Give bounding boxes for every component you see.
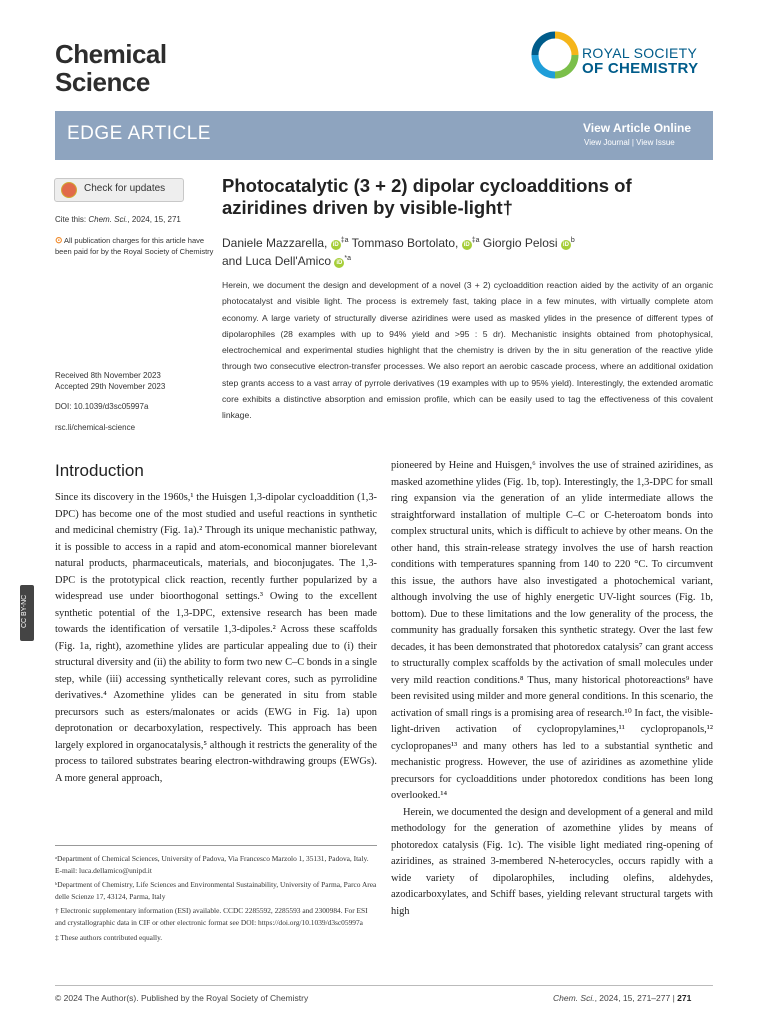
body-paragraph: pioneered by Heine and Huisgen,⁶ involves the use of strained aziridines, as masked azomethine ylides (Fig. 1b, top). Interestingly, the 1,3-DPC for small ring expansion via the generation of an ylide intermediate allows the straightforward installation of multiple C–C or C-heteroatom bonds into complex structural units, which is difficult to achieve by other means. On the other hand, this strain-release strategy involves the use of harsh reaction conditions with temperatures spanning from 140 to 220 °C. To circumvent this issue, the authors have also investigated a photochemical variant, although involving the use of highly energetic UV-light sources (Fig. 1b, bottom). Due to these limitations and the low generality of the process, the community has gradually forsaken this synthetic strategy. Over the last few decades, it has been demonstrated that photoredox catalysis⁷ can grant access to structurally complex scaffolds by the activation of small molecules under very mild reaction conditions.⁸ Thus, many historical photoreactions⁹ have been revisited using milder and more general conditions. In this scenario, the activation of small rings is a promising area of research.¹⁰ In fact, the visible-light-driven activation of cyclopropylamines,¹¹ cyclopropanols,¹² cyclopropanes¹³ and many others has led to a substantial synthetic and mechanistic progress. However, the use of aziridines as azomethine ylide precursors for cycloadditions under photoredox conditions has been long overlooked.¹⁴ (391, 460, 713, 801)
article-type-label: EDGE ARTICLE (67, 123, 211, 144)
cite-details: , 2024, 15, 271 (127, 215, 181, 224)
view-article-online-link[interactable]: View Article Online (583, 121, 692, 135)
footer-journal: Chem. Sci. (553, 993, 595, 1003)
open-access-icon: ⊙ (55, 235, 63, 245)
author-name[interactable]: Giorgio Pelosi (482, 236, 558, 250)
cite-label: Cite this: (55, 215, 87, 224)
author-affiliation: *a (344, 255, 351, 262)
journal-title (55, 40, 167, 96)
publisher-name-line1: ROYAL SOCIETY (582, 45, 698, 61)
footer-divider (55, 985, 713, 986)
body-paragraph: Herein, we documented the design and development of a general and mild methodology for the generation of azomethine ylides by means of photoredox catalysis (Fig. 1c). The visible light mediated ring-opening of aziridines, as strained 3-membered N-heterocycles, occurs rapidly with a wide variety of dipolarophiles, including olefins, aldehydes, azodicarboxylates, and Schiff bases, yielding relevant structural targets with high (391, 806, 713, 917)
doi[interactable]: DOI: 10.1039/d3sc05997a (55, 402, 149, 411)
accepted-date: Accepted 29th November 2023 (55, 382, 166, 391)
page-number: 271 (677, 993, 692, 1003)
footnote: ᵃDepartment of Chemical Sciences, University of Padova, Via Francesco Marzolo 1, 35131, Padova, Italy. E-mail: luca.dellamico@unipd.it (55, 854, 369, 875)
body-paragraph: Since its discovery in the 1960s,¹ the Huisgen 1,3-dipolar cycloaddition (1,3-DPC) has become one of the most studied and useful reactions in synthetic and medicinal chemistry (Fig. 1a).² Through its unique mechanistic pathway, it is possible to access in a rapid and atom-economical manner biorelevant natural products, pharmaceuticals, materials, and bioconjugates. The 1,3-DPC is the prototypical click reaction, recently further popularized by a widespread use under bioorthogonal settings.³ Owing to the excellent synthetic potential of the 1,3-DPC, extensive research has been made towards the identification of versatile 1,3-dipoles.² Across these scaffolds (Fig. 1a, right), azomethine ylides are particular appealing due to (i) their structural diversity and (ii) the ability to form two new C–C bonds in a single step, while (iii) accessing synthetically relevant cores, such as pyrrolidine derivatives.⁴ Azomethine ylides can be generated in situ from stable precursors such as esters/malonates or acids (EWG in Fig. 1a) upon deprotonation or decarboxylation, respectively. This approach has been largely explored in organocatalysis,⁵ although it restricts the generality of the process to tailored substrates bearing electron-withdrawing groups (EWGs). A more general approach, (55, 492, 377, 784)
view-journal-issue-links[interactable]: View Journal | View Issue (584, 138, 675, 147)
orcid-icon[interactable]: iD (332, 242, 339, 248)
footnote-divider (55, 845, 377, 846)
footnote: ᵇDepartment of Chemistry, Life Sciences and Environmental Sustainability, University of Parma, Parco Area delle Scienze 17, 43124, Parma, Italy (55, 880, 377, 901)
journal-site-link[interactable]: rsc.li/chemical-science (55, 423, 136, 432)
abstract: Herein, we document the design and development of a novel (3 + 2) cycloaddition reaction aided by the activity of an organic photocatalyst and visible light. The process is extremely fast, taking place in a few minutes, with virtually complete atom economy. A large variety of structurally diverse aziridines were used as masked ylides in the presence of different types of dipolarophiles (28 examples with up to 94% yield and >95 : 5 dr). Mechanistic insights obtained from photophysical, electrochemical and experimental studies highlight that the chemistry is driven by the in situ generation of the reactive ylide through two consecutive electron-transfer processes. We also report an aerobic cascade process, where an additional oxidation step grants access to a vast array of pyrrole derivatives (19 examples with up to 95% yield). Interestingly, the extended aromatic core exhibits a distinctive absorption and emission profile, which can be easily used to tag the effectiveness of this covalent linkage. (222, 280, 713, 421)
author-name[interactable]: and Luca Dell'Amico (222, 254, 332, 268)
author-name[interactable]: Tommaso Bortolato, (351, 236, 459, 250)
body-column-left (55, 490, 377, 787)
footer-copyright: © 2024 The Author(s). Published by the Royal Society of Chemistry (55, 993, 309, 1003)
publisher-name-line2: OF CHEMISTRY (582, 60, 699, 77)
orcid-icon[interactable]: iD (463, 242, 470, 248)
article-title: Photocatalytic (3 + 2) dipolar cycloadditions of aziridines driven by visible-light† (222, 175, 632, 218)
author-affiliation: ‡a (471, 237, 480, 244)
received-date: Received 8th November 2023 (55, 371, 161, 380)
journal-title-line2: Science (55, 67, 150, 97)
citation (55, 215, 181, 224)
check-updates-icon (61, 182, 77, 198)
footer-citation (553, 993, 691, 1003)
footnotes (55, 853, 377, 946)
rsc-logo-icon (530, 30, 580, 80)
author-name[interactable]: Daniele Mazzarella, (222, 236, 328, 250)
orcid-icon[interactable]: iD (562, 242, 569, 248)
article-dates (55, 370, 165, 392)
author-affiliation: ‡a (340, 237, 349, 244)
journal-title-line1: Chemical (55, 39, 167, 69)
footnote: ‡ These authors contributed equally. (55, 932, 163, 942)
cite-journal: Chem. Sci. (88, 215, 128, 224)
cc-license-text: CC BY-NC (21, 594, 28, 628)
orcid-icon[interactable]: iD (336, 260, 343, 266)
body-column-right (391, 458, 713, 920)
open-access-note: All publication charges for this article have been paid for by the Royal Society of Chemistry (55, 236, 214, 256)
footer-details: , 2024, 15, 271–277 | (594, 993, 675, 1003)
author-list (222, 233, 712, 269)
section-heading-introduction: Introduction (55, 461, 144, 480)
author-affiliation: b (570, 237, 575, 244)
check-updates-label: Check for updates (84, 183, 166, 194)
footnote: † Electronic supplementary information (ESI) available. CCDC 2285592, 2285593 and 2300984. For ESI and crystallographic data in CIF or other electronic format see DOI: https://doi.org/10.1039/d3sc05997a (55, 906, 368, 927)
